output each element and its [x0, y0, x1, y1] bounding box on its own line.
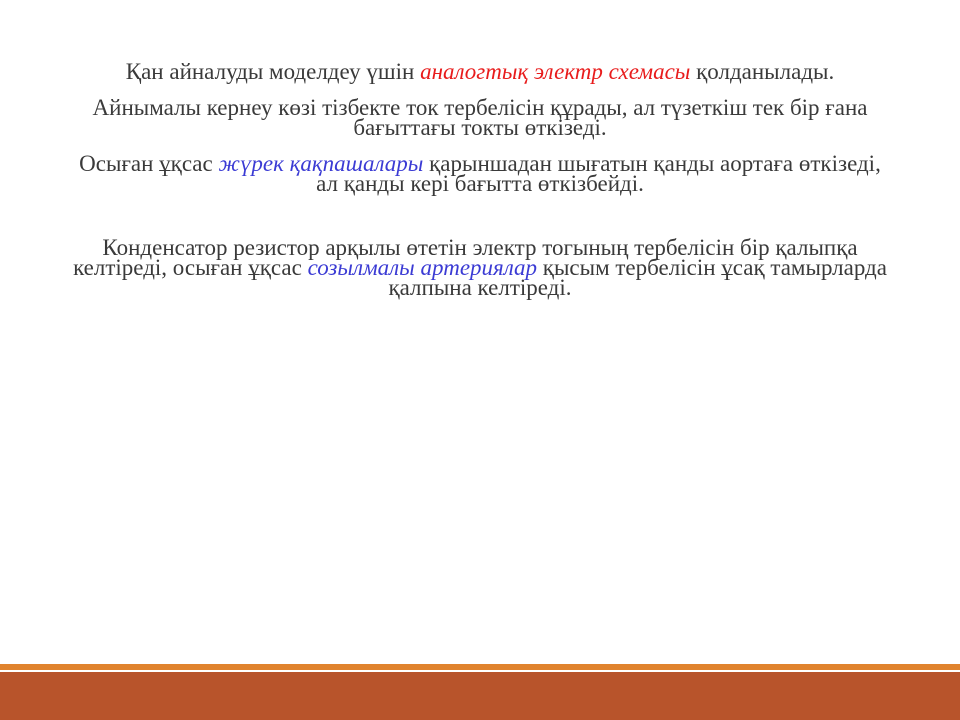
highlight-analog-circuit: аналогтық электр схемасы	[420, 59, 691, 84]
footer-accent-line	[0, 664, 960, 670]
paragraph-text: қысым тербелісін ұсақ тамырларда қалпына келтіреді.	[388, 255, 887, 300]
paragraph-analog-circuit	[70, 59, 890, 84]
footer-bar	[0, 672, 960, 720]
slide-content	[70, 59, 890, 314]
paragraph-text: қарыншадан шығатын қанды аортаға өткізеді, ал қанды кері бағытта өткізбейді.	[316, 151, 881, 196]
paragraph-rectifier	[70, 95, 890, 140]
highlight-elastic-arteries: созылмалы артериялар	[307, 255, 538, 280]
paragraph-capacitor	[70, 235, 890, 300]
paragraph-text: Конденсатор резистор арқылы өтетін электр тогының тербелісін бір қалыпқа келтіреді, осыған ұқсас	[73, 235, 858, 280]
paragraph-text: Қан айналуды моделдеу үшін	[125, 59, 421, 84]
paragraph-text: қолданылады.	[690, 59, 835, 84]
paragraph-heart-valves	[70, 151, 890, 196]
paragraph-text: Айнымалы кернеу көзі тізбекте ток тербелісін құрады, ал түзеткіш тек бір ғана бағыттағы токты өткізеді.	[92, 95, 868, 140]
paragraph-text: Осыған ұқсас	[79, 151, 219, 176]
highlight-heart-valves: жүрек қақпашалары	[218, 151, 424, 176]
